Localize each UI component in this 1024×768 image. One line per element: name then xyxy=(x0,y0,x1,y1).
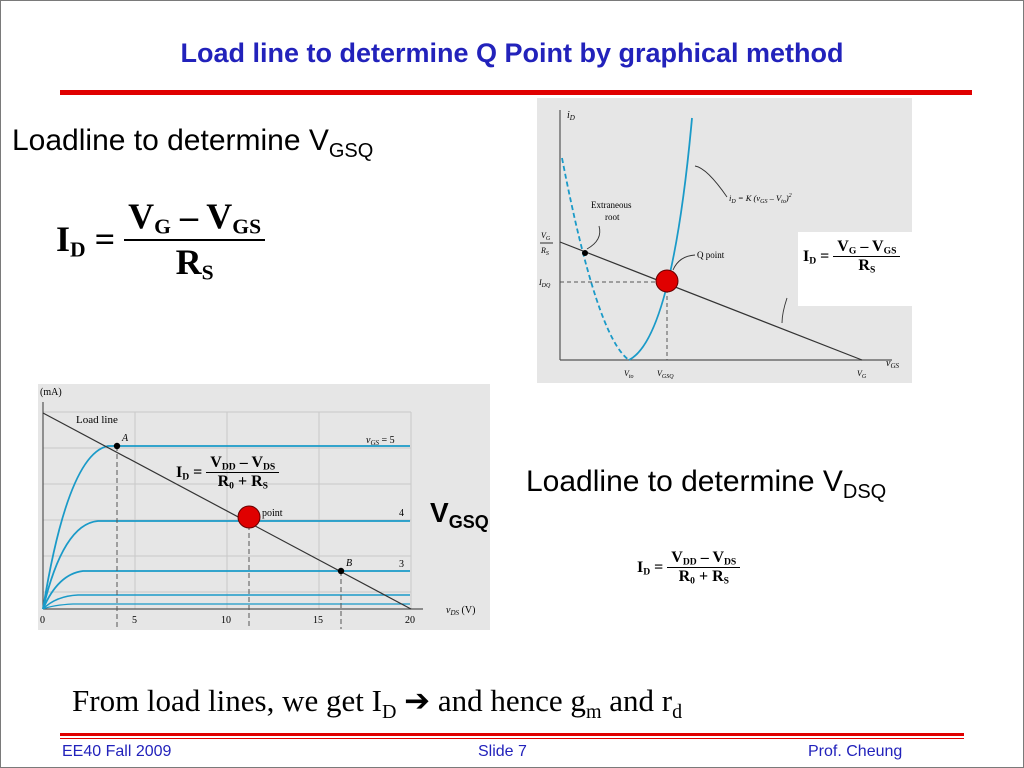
formula-drain: $I_D$ = $\frac{V_{DD} - V_{DS}}{R_0 + R_S}$ xyxy=(637,549,740,587)
heading-vgsq-text: Loadline to determine V xyxy=(12,124,329,157)
formula-fraction xyxy=(124,195,265,286)
formula-denominator: $R_S$ xyxy=(175,242,214,285)
heading-vgsq xyxy=(12,124,373,163)
output-q-point-marker xyxy=(238,506,260,528)
formula-gate-large xyxy=(56,195,265,286)
x-tick-20: 20 xyxy=(405,615,415,626)
title-divider xyxy=(60,90,972,95)
conclusion-text: From load lines, we get $I_D$ ➔ and hence $g_m$ and $r_d$ xyxy=(72,683,683,723)
heading-vdsq-sub: DSQ xyxy=(842,481,887,503)
heading-vdsq xyxy=(526,465,886,504)
formula-drain-overlay: $I_D$ = $\frac{V_{DD} - V_{DS}}{R_0 + R_S}$ xyxy=(176,454,279,492)
vgs-4-label: 4 xyxy=(399,508,404,519)
x-tick-10: 10 xyxy=(221,615,231,626)
footer-rule-bottom xyxy=(60,738,964,739)
point-a-marker xyxy=(114,443,120,449)
vg-tick-label: $V_G$ xyxy=(857,369,867,380)
footer-course: EE40 Fall 2009 xyxy=(62,743,172,760)
footer-slide-number: Slide 7 xyxy=(478,743,527,760)
q-point-marker xyxy=(656,270,678,292)
x-tick-5: 5 xyxy=(132,615,137,626)
point-a-label: A xyxy=(122,433,129,444)
footer-author: Prof. Cheung xyxy=(808,743,903,760)
heading-vdsq-text: Loadline to determine V xyxy=(526,465,843,498)
output-q-point-label: point xyxy=(262,508,283,519)
vto-label: $V_{to}$ xyxy=(624,369,634,380)
formula-gate-small: $I_D$ = $\frac{V_G - V_{GS}}{R_S}$ xyxy=(803,238,900,276)
output-characteristic-plot xyxy=(38,384,490,630)
load-line-label: Load line xyxy=(76,414,118,426)
vgsq-label: $V_{GSQ}$ xyxy=(430,497,489,532)
formula-lhs: $I_D$ = xyxy=(56,219,116,262)
heading-vgsq-sub: GSQ xyxy=(328,140,374,162)
idq-label: $I_{DQ}$ xyxy=(539,278,551,289)
slide-title: Load line to determine Q Point by graphical method xyxy=(180,38,844,68)
vg-over-rs-bottom: $R_S$ xyxy=(541,246,549,257)
vgs-5-label: $v_{GS} = 5$ xyxy=(366,435,395,447)
transfer-x-axis-label: $v_{GS}$ xyxy=(886,358,900,370)
output-y-unit: (mA) xyxy=(40,387,62,398)
footer-rule-top xyxy=(60,733,964,736)
extraneous-root-point xyxy=(582,250,588,256)
extraneous-label-2: root xyxy=(605,212,620,222)
vgsq-tick-label: $V_{GSQ}$ xyxy=(657,369,674,380)
point-b-marker xyxy=(338,568,344,574)
q-point-label: Q point xyxy=(697,250,725,260)
vg-over-rs-top: $V_G$ xyxy=(541,231,551,242)
square-law-equation: $i_D = K$ $(v_{GS} - V_{to})^2$ xyxy=(729,193,792,205)
vgs-3-label: 3 xyxy=(399,559,404,570)
x-tick-0: 0 xyxy=(40,615,45,626)
extraneous-label-1: Extraneous xyxy=(591,200,632,210)
vds-axis-label: $v_{DS}$ (V) xyxy=(446,605,476,617)
arrow-icon: ➔ xyxy=(396,683,438,718)
formula-numerator: $V_G - V_{GS}$ xyxy=(124,195,265,241)
x-tick-15: 15 xyxy=(313,615,323,626)
transfer-y-axis-label: $i_D$ xyxy=(567,110,575,122)
point-b-label: B xyxy=(346,558,353,569)
